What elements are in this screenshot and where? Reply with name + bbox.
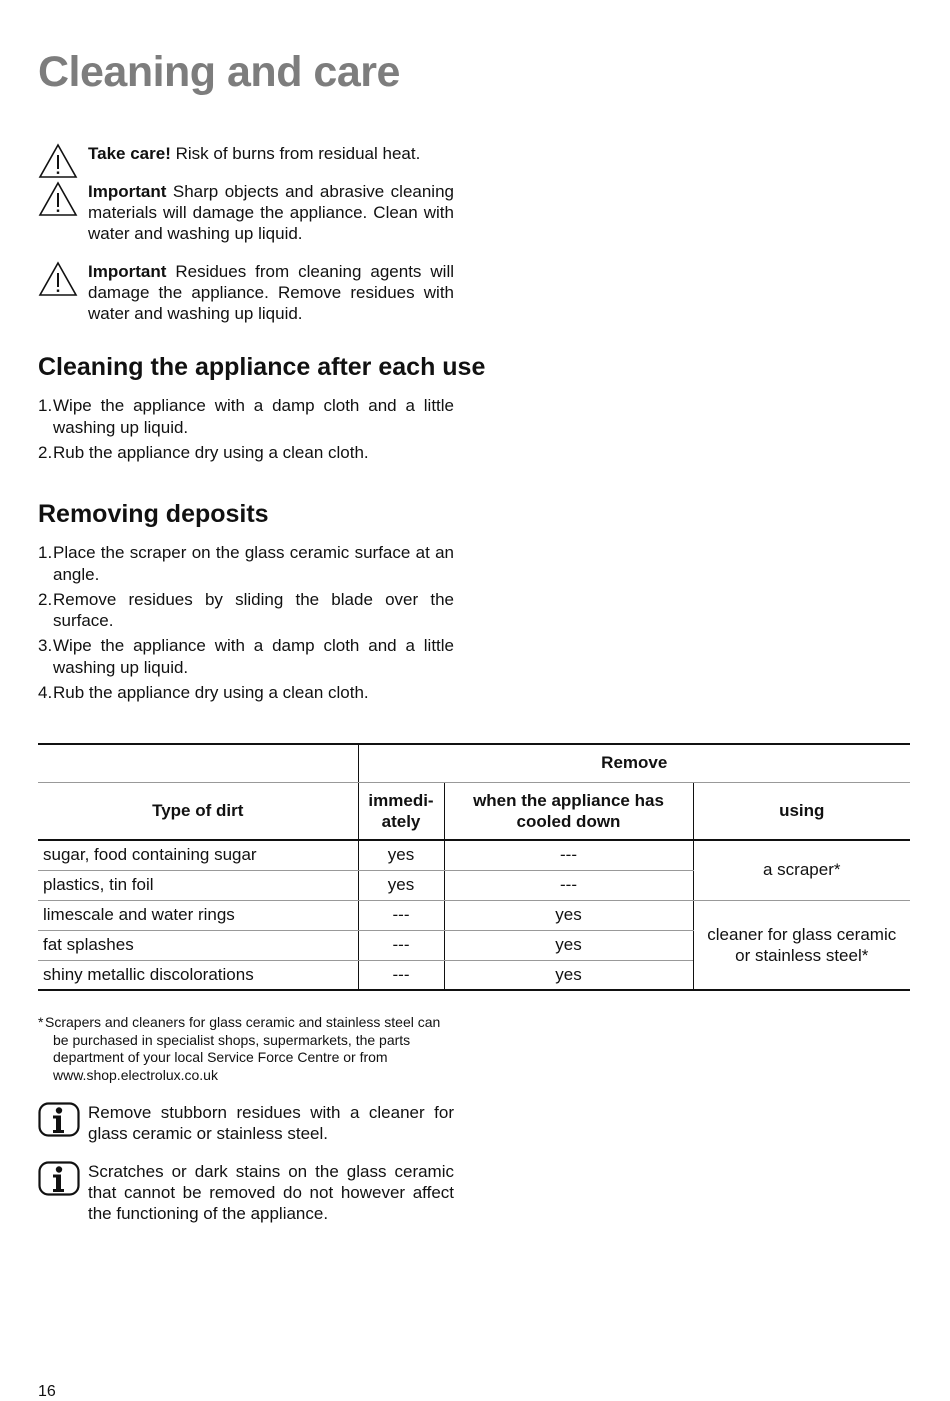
warning-note (38, 261, 454, 324)
info-text: Scratches or dark stains on the glass ceramic that cannot be removed do not however affect the functioning of the appliance. (88, 1162, 454, 1223)
steps-deposits (38, 542, 454, 707)
using-scraper-cell: a scraper* (693, 840, 910, 900)
type-of-dirt-header: Type of dirt (38, 782, 358, 840)
list-item: 4. Rub the appliance dry using a clean cloth. (38, 682, 369, 702)
warning-text: Risk of burns from residual heat. (170, 144, 421, 163)
section-heading-deposits: Removing deposits (38, 500, 269, 528)
cooled-cell: --- (444, 870, 693, 900)
table-header-row (38, 782, 910, 840)
remove-group-header: Remove (358, 744, 910, 782)
using-header: using (693, 782, 910, 840)
table-header-row (38, 744, 910, 782)
warning-triangle-icon (38, 143, 78, 184)
page-number: 16 (38, 1383, 56, 1400)
footnote-star: * (38, 1014, 44, 1030)
footnote-text: Scrapers and cleaners for glass ceramic and stainless steel can be purchased in specialist shops, supermarkets, the parts department of your local Service Force Centre or from www.shop.electrolux.co.uk (45, 1014, 441, 1083)
using-cleaner-cell: cleaner for glass ceramic or stainless steel* (693, 900, 910, 990)
cooled-cell: yes (444, 900, 693, 930)
warning-bold-label: Important (88, 262, 167, 281)
info-text: Remove stubborn residues with a cleaner for glass ceramic or stainless steel. (88, 1103, 454, 1143)
immediately-cell: --- (358, 900, 444, 930)
cooled-down-header: when the appliance has cooled down (444, 782, 693, 840)
list-item: 2. Remove residues by sliding the blade over the surface. (38, 589, 454, 630)
list-item: 1. Place the scraper on the glass ceramic surface at an angle. (38, 543, 454, 584)
immediately-header: immedi- ately (358, 782, 444, 840)
dirt-table (38, 743, 910, 991)
dirt-type-cell: plastics, tin foil (38, 870, 358, 900)
info-note (38, 1102, 454, 1144)
immediately-cell: --- (358, 930, 444, 960)
warning-bold-label: Take care! (88, 144, 171, 163)
steps-after-use (38, 395, 454, 467)
warning-text: Residues from cleaning agents will damage the appliance. Remove residues with water and washing up liquid. (88, 262, 454, 323)
info-note (38, 1161, 454, 1224)
list-item: 3. Wipe the appliance with a damp cloth and a little washing up liquid. (38, 636, 454, 677)
warning-text: Sharp objects and abrasive cleaning materials will damage the appliance. Clean with water and washing up liquid. (88, 182, 454, 243)
page-title: Cleaning and care (38, 48, 400, 96)
warning-triangle-icon (38, 261, 78, 302)
cooled-cell: --- (444, 840, 693, 870)
warning-note (38, 181, 454, 244)
immediately-cell: yes (358, 840, 444, 870)
warning-bold-label: Important (88, 182, 167, 201)
dirt-type-cell: sugar, food containing sugar (38, 840, 358, 870)
list-item: 2. Rub the appliance dry using a clean cloth. (38, 442, 369, 462)
section-heading-after-use: Cleaning the appliance after each use (38, 353, 486, 381)
list-item: 1. Wipe the appliance with a damp cloth and a little washing up liquid. (38, 396, 454, 437)
cooled-cell: yes (444, 930, 693, 960)
immediately-cell: yes (358, 870, 444, 900)
table-row (38, 840, 910, 870)
footnote (38, 1014, 458, 1084)
table-row (38, 900, 910, 930)
info-icon (38, 1161, 80, 1202)
dirt-type-cell: fat splashes (38, 930, 358, 960)
info-icon (38, 1102, 80, 1143)
immediately-cell: --- (358, 960, 444, 990)
dirt-type-cell: shiny metallic discolorations (38, 960, 358, 990)
warning-note (38, 143, 454, 164)
warning-triangle-icon (38, 181, 78, 222)
dirt-type-cell: limescale and water rings (38, 900, 358, 930)
cooled-cell: yes (444, 960, 693, 990)
